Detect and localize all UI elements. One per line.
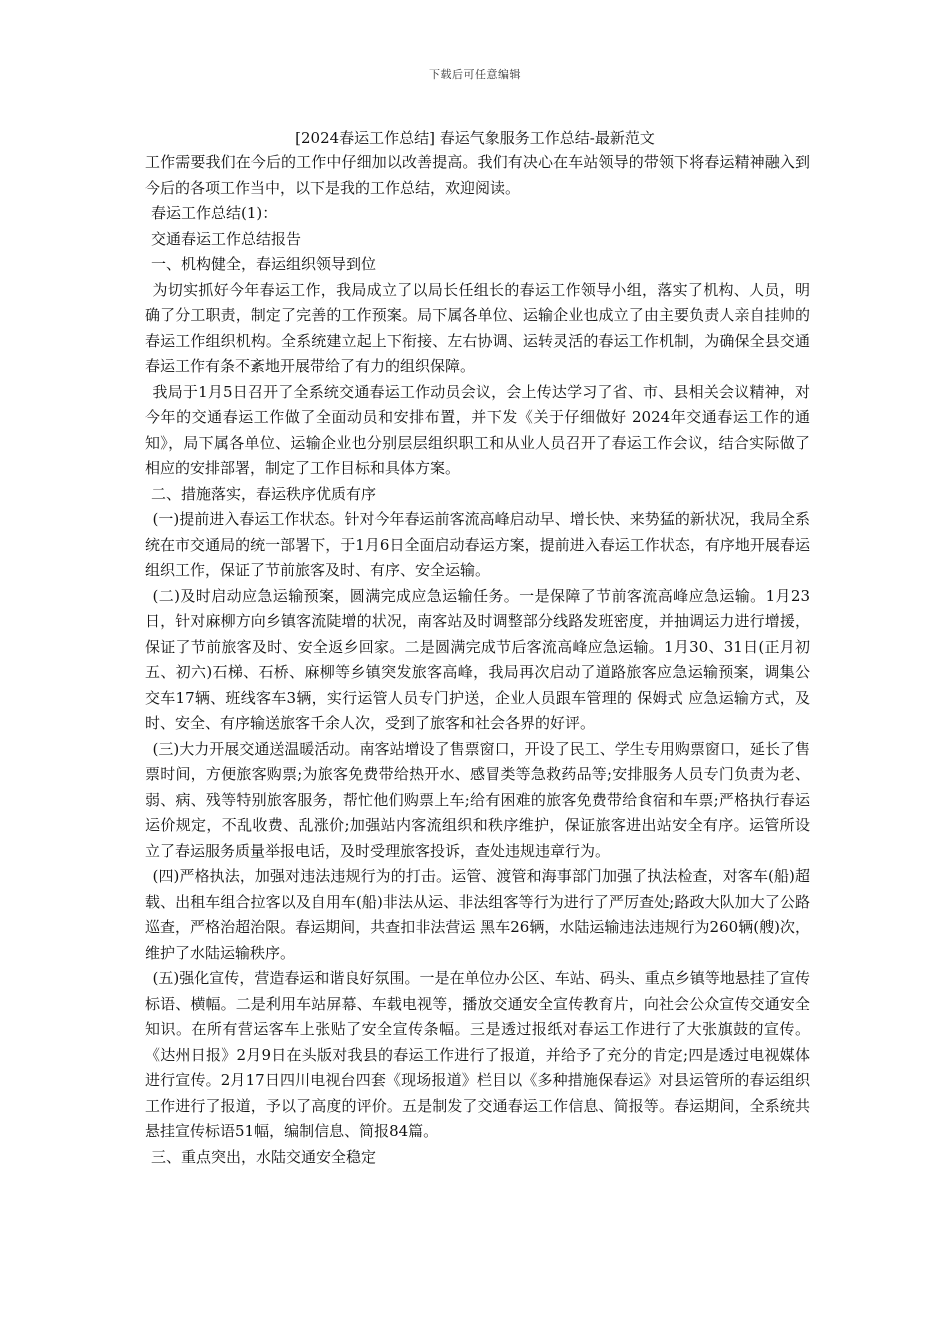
paragraph-item-1: (一)提前进入春运工作状态。针对今年春运前客流高峰启动早、增长快、来势猛的新状况，我局全系统在市交通局的统一部署下，于1月6日全面启动春运方案，提前进入春运工作状态，有序地开展春运组织工作，保证了节前旅客及时、有序、安全运输。	[145, 510, 810, 579]
heading-section-3: 三、重点突出，水陆交通安全稳定	[151, 1147, 377, 1166]
paragraph-intro: 工作需要我们在今后的工作中仔细加以改善提高。我们有决心在车站领导的带领下将春运精神融入到今后的各项工作当中，以下是我的工作总结，欢迎阅读。	[145, 153, 810, 197]
paragraph-organization: 为切实抓好今年春运工作，我局成立了以局长任组长的春运工作领导小组，落实了机构、人员，明确了分工职责，制定了完善的工作预案。局下属各单位、运输企业也成立了由主要负责人亲自挂帅的春运工作组织机构。全系统建立起上下衔接、左右协调、运转灵活的春运工作机制，为确保全县交通春运工作有条不紊地开展带给了有力的组织保障。	[145, 280, 810, 375]
heading-section-2: 二、措施落实，春运秩序优质有序	[151, 484, 377, 503]
heading-section-1: 一、机构健全，春运组织领导到位	[151, 255, 377, 273]
paragraph-section-label: 春运工作总结(1)：	[151, 204, 278, 222]
document-body	[145, 150, 810, 1170]
paragraph-item-3: (三)大力开展交通送温暖活动。南客站增设了售票窗口，开设了民工、学生专用购票窗口，延长了售票时间，方便旅客购票;为旅客免费带给热开水、感冒类等急救药品等;安排服务人员专门负责为老、弱、病、残等特别旅客服务，帮忙他们购票上车;给有困难的旅客免费带给食宿和车票;严格执行春运运价规定，不乱收费、乱涨价;加强站内客流组织和秩序维护，保证旅客进出站安全有序。运管所设立了春运服务质量举报电话，及时受理旅客投诉，查处违规违章行为。	[145, 739, 810, 860]
document-title: [2024春运工作总结] 春运气象服务工作总结-最新范文	[295, 129, 655, 147]
paragraph-item-2: (二)及时启动应急运输预案，圆满完成应急运输任务。一是保障了节前客流高峰应急运输。1月23日，针对麻柳方向乡镇客流陡增的状况，南客站及时调整部分线路发班密度，并抽调运力进行增援，保证了节前旅客及时、安全返乡回家。二是圆满完成节后客流高峰应急运输。1月30、31日(正月初五、初六)石梯、石桥、麻柳等乡镇突发旅客高峰，我局再次启动了道路旅客应急运输预案，调集公交车17辆、班线客车3辆，实行运管人员专门护送，企业人员跟车管理的 保姆式 应急运输方式，及时、安全、有序输送旅客千余人次，受到了旅客和社会各界的好评。	[145, 586, 810, 732]
paragraph-report-title: 交通春运工作总结报告	[151, 229, 302, 248]
paragraph-meeting: 我局于1月5日召开了全系统交通春运工作动员会议，会上传达学习了省、市、县相关会议精神，对今年的交通春运工作做了全面动员和安排布置，并下发《关于仔细做好 2024年交通春运工作的通知》，局下属各单位、运输企业也分别层层组织职工和从业人员召开了春运工作会议，结合实际做了相应的安排部署，制定了工作目标和具体方案。	[145, 382, 810, 477]
paragraph-item-4: (四)严格执法，加强对违法违规行为的打击。运管、渡管和海事部门加强了执法检查，对客车(船)超载、出租车组合拉客以及自用车(船)非法从运、非法组客等行为进行了严厉查处;路政大队加大了公路巡查，严格治超治限。春运期间，共查扣非法营运 黑车26辆，水陆运输违法违规行为260辆(艘)次，维护了水陆运输秩序。	[145, 867, 810, 962]
paragraph-item-5: (五)强化宣传，营造春运和谐良好氛围。一是在单位办公区、车站、码头、重点乡镇等地悬挂了宣传标语、横幅。二是利用车站屏幕、车载电视等，播放交通安全宣传教育片，向社会公众宣传交通安全知识。在所有营运客车上张贴了安全宣传条幅。三是透过报纸对春运工作进行了大张旗鼓的宣传。《达州日报》2月9日在头版对我县的春运工作进行了报道，并给予了充分的肯定;四是透过电视媒体进行宣传。2月17日四川电视台四套《现场报道》栏目以《多种措施保春运》对县运管所的春运组织工作进行了报道，予以了高度的评价。五是制发了交通春运工作信息、简报等。春运期间，全系统共悬挂宣传标语51幅，编制信息、简报84篇。	[145, 969, 810, 1140]
header-note: 下载后可任意编辑	[429, 68, 521, 81]
